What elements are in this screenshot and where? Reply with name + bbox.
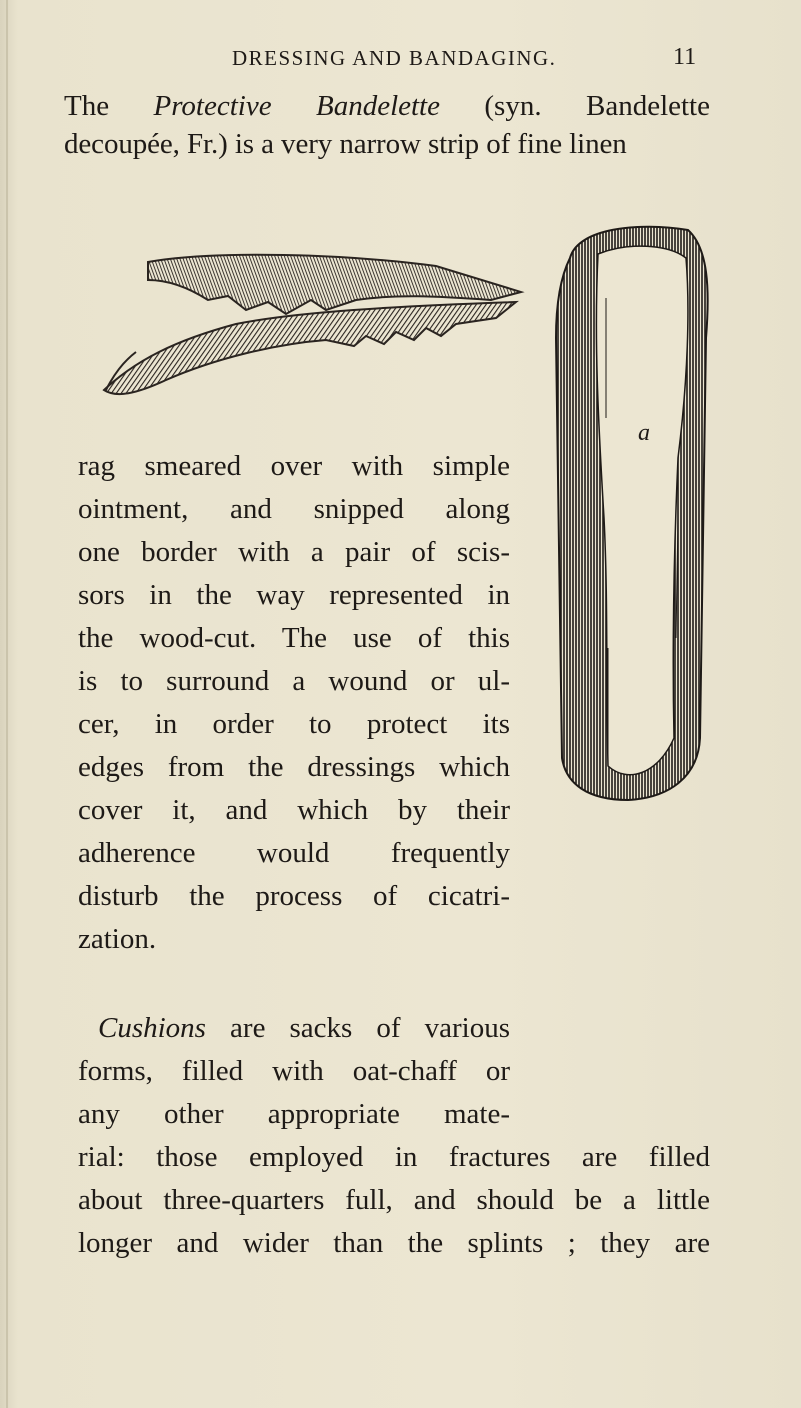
text-line: cover it, and which by their [78, 794, 510, 826]
text-line: rial: those employed in fractures are filled [78, 1141, 710, 1173]
text-line: one border with a pair of scis- [78, 536, 510, 568]
text-line: any other appropriate mate- [78, 1098, 510, 1130]
text-line: sors in the way represented in [78, 579, 510, 611]
text-line: disturb the process of cicatri- [78, 880, 510, 912]
intro-line-2: decoupée, Fr.) is a very narrow strip of fine linen [64, 128, 627, 160]
term-protective-bandelette: Protective Bandelette [153, 90, 440, 122]
page-number: 11 [673, 44, 697, 70]
text-line: ointment, and snipped along [78, 493, 510, 525]
text-line: zation. [78, 923, 157, 955]
text-line: Cushions are sacks of various [98, 1012, 510, 1044]
text-line: adherence would frequently [78, 837, 510, 869]
text-line: is to surround a wound or ul- [78, 665, 510, 697]
intro-line-1: The Protective Bandelette (syn. Bandelette [64, 90, 710, 122]
text-line: longer and wider than the splints ; they are [78, 1227, 710, 1259]
cushion-woodcut [548, 218, 720, 818]
running-head: DRESSING AND BANDAGING. [232, 46, 557, 70]
text-line: rag smeared over with simple [78, 450, 510, 482]
text-line: forms, filled with oat-chaff or [78, 1055, 510, 1087]
text-line: cer, in order to protect its [78, 708, 510, 740]
figure-label-a: a [638, 420, 650, 446]
page-gutter [6, 0, 8, 1408]
text-line: the wood-cut. The use of this [78, 622, 510, 654]
text-line: edges from the dressings which [78, 751, 510, 783]
bandelette-woodcut [96, 240, 528, 405]
text-line: about three-quarters full, and should be a little [78, 1184, 710, 1216]
term-cushions: Cushions [98, 1012, 206, 1044]
